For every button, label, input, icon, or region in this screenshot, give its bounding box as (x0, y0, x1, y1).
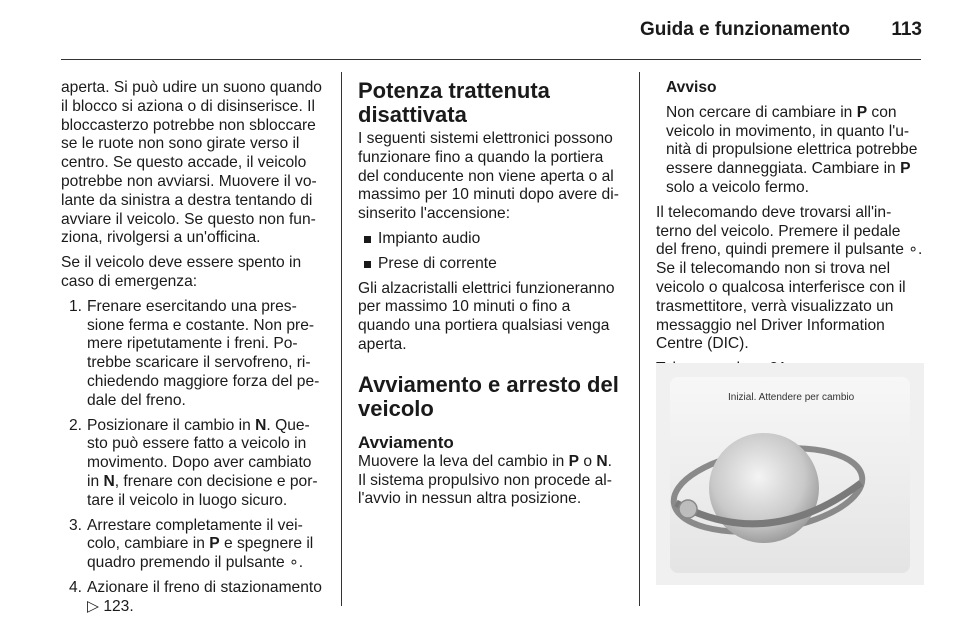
list-item-text: Prese di corrente (378, 254, 497, 272)
gear-letter: P (568, 452, 580, 470)
column-divider-2 (639, 72, 640, 606)
paragraph-emergency-intro: Se il veicolo deve essere spento in caso di emergenza: (61, 254, 302, 290)
power-button-icon: ∘ (908, 241, 919, 259)
page-reference: ▷ 123. (87, 597, 134, 615)
step-text: . Que-sto può essere fatto a veicolo in movimento. Dopo aver cambiato in (87, 416, 312, 490)
column-divider-1 (341, 72, 342, 606)
header-rule (61, 59, 921, 60)
text: o (579, 452, 597, 470)
step-number: 3. (69, 516, 83, 534)
section-title-start-stop: Avviamento e arresto del veicolo (358, 371, 619, 421)
paragraph-steering-lock: aperta. Si può udire un suono quando il blocco si aziona o di disinserisce. Il bloccasterzo potrebbe non sbloccare se le ruote non sono girate verso il centro. Se questo accade, il veicolo potrebbe non avviarsi. Muovere il vo-lante da sinistra a destra tentando di avviare il veicolo. Se questo non fun-ziona, rivolgersi a un'officina. (61, 79, 322, 247)
power-button-icon: ∘ (289, 554, 299, 572)
gear-letter: P (900, 160, 911, 178)
step-text: Azionare il freno di stazionamento (87, 578, 322, 596)
step-text: Frenare esercitando una pres-sione ferma e costante. Non pre-mere ripetutamente i freni. Po-trebbe scaricare il servofreno, ri-chiedendo maggiore forza del pe-dale del freno. (87, 297, 320, 409)
step-text: e spegnere il quadro premendo il pulsante (87, 535, 314, 572)
step-number: 2. (69, 416, 83, 434)
list-item (358, 255, 624, 274)
step-text: Posizionare il cambio in (87, 416, 256, 434)
list-item (61, 579, 325, 617)
step-text: , frenare con decisione e por-tare il veicolo in luogo sicuro. (87, 472, 318, 509)
gear-letter: P (209, 535, 220, 553)
list-item (358, 230, 624, 249)
running-header-title: Guida e funzionamento (639, 19, 850, 40)
column-1 (61, 79, 325, 623)
step-text: Arrestare completamente il vei-colo, cambiare in (87, 516, 303, 553)
notice-heading: Avviso (666, 79, 717, 96)
list-item (61, 517, 325, 573)
text: Muovere la leva del cambio in (358, 452, 569, 470)
text: Non cercare di cambiare in (666, 103, 857, 121)
list-item-text: Impianto audio (378, 229, 481, 247)
page-number: 113 (891, 19, 922, 40)
text: . Se il telecomando non si trova nel veicolo o qualcosa interferisce con il trasmettitore, verrà visualizzato un messaggio nel Driver Information Centre (DIC). (656, 241, 923, 353)
gear-letter: N (103, 472, 115, 490)
dic-illustration (656, 363, 924, 585)
gear-letter: N (255, 416, 267, 434)
list-item (61, 417, 325, 511)
bullet-icon (364, 236, 371, 243)
dic-message: Inizial. Attendere per cambio (728, 392, 855, 403)
section-title-retained-power: Potenza trattenuta disattivata (358, 78, 550, 127)
gear-letter: N (596, 452, 608, 470)
emergency-steps-list (61, 298, 325, 617)
text: . Il sistema propulsivo non procede al-l'avvio in nessun altra posizione. (358, 452, 612, 508)
column-2 (358, 79, 624, 515)
notice-body (656, 104, 924, 198)
small-sphere-icon (679, 500, 697, 518)
subsection-title-start: Avviamento (358, 432, 454, 452)
text: Il telecomando deve trovarsi all'in-terno del veicolo. Premere il pedale del freno, quindi premere il pulsante (656, 203, 909, 259)
step-text: . (298, 554, 304, 572)
step-number: 4. (69, 578, 83, 596)
text: solo a veicolo fermo. (666, 178, 810, 196)
text: con veicolo in movimento, in quanto l'u-nità di propulsione elettrica potrebbe essere danneggiata. Cambiare in (666, 103, 918, 178)
systems-list (358, 230, 624, 274)
paragraph-start (358, 453, 624, 509)
step-number: 1. (69, 297, 83, 315)
dic-display-figure (656, 363, 924, 585)
paragraph-windows: Gli alzacristalli elettrici funzioneranno per massimo 10 minuti o fino a quando una portiera qualsiasi venga aperta. (358, 279, 615, 353)
paragraph-remote (656, 204, 924, 354)
bullet-icon (364, 261, 371, 268)
gear-letter: P (856, 103, 868, 121)
list-item (61, 298, 325, 411)
column-3 (656, 79, 924, 385)
paragraph-retained-power: I seguenti sistemi elettronici possono funzionare fino a quando la portiera del conducente non viene aperta o al massimo per 10 minuti dopo avere di-sinserito l'accensione: (358, 130, 619, 223)
